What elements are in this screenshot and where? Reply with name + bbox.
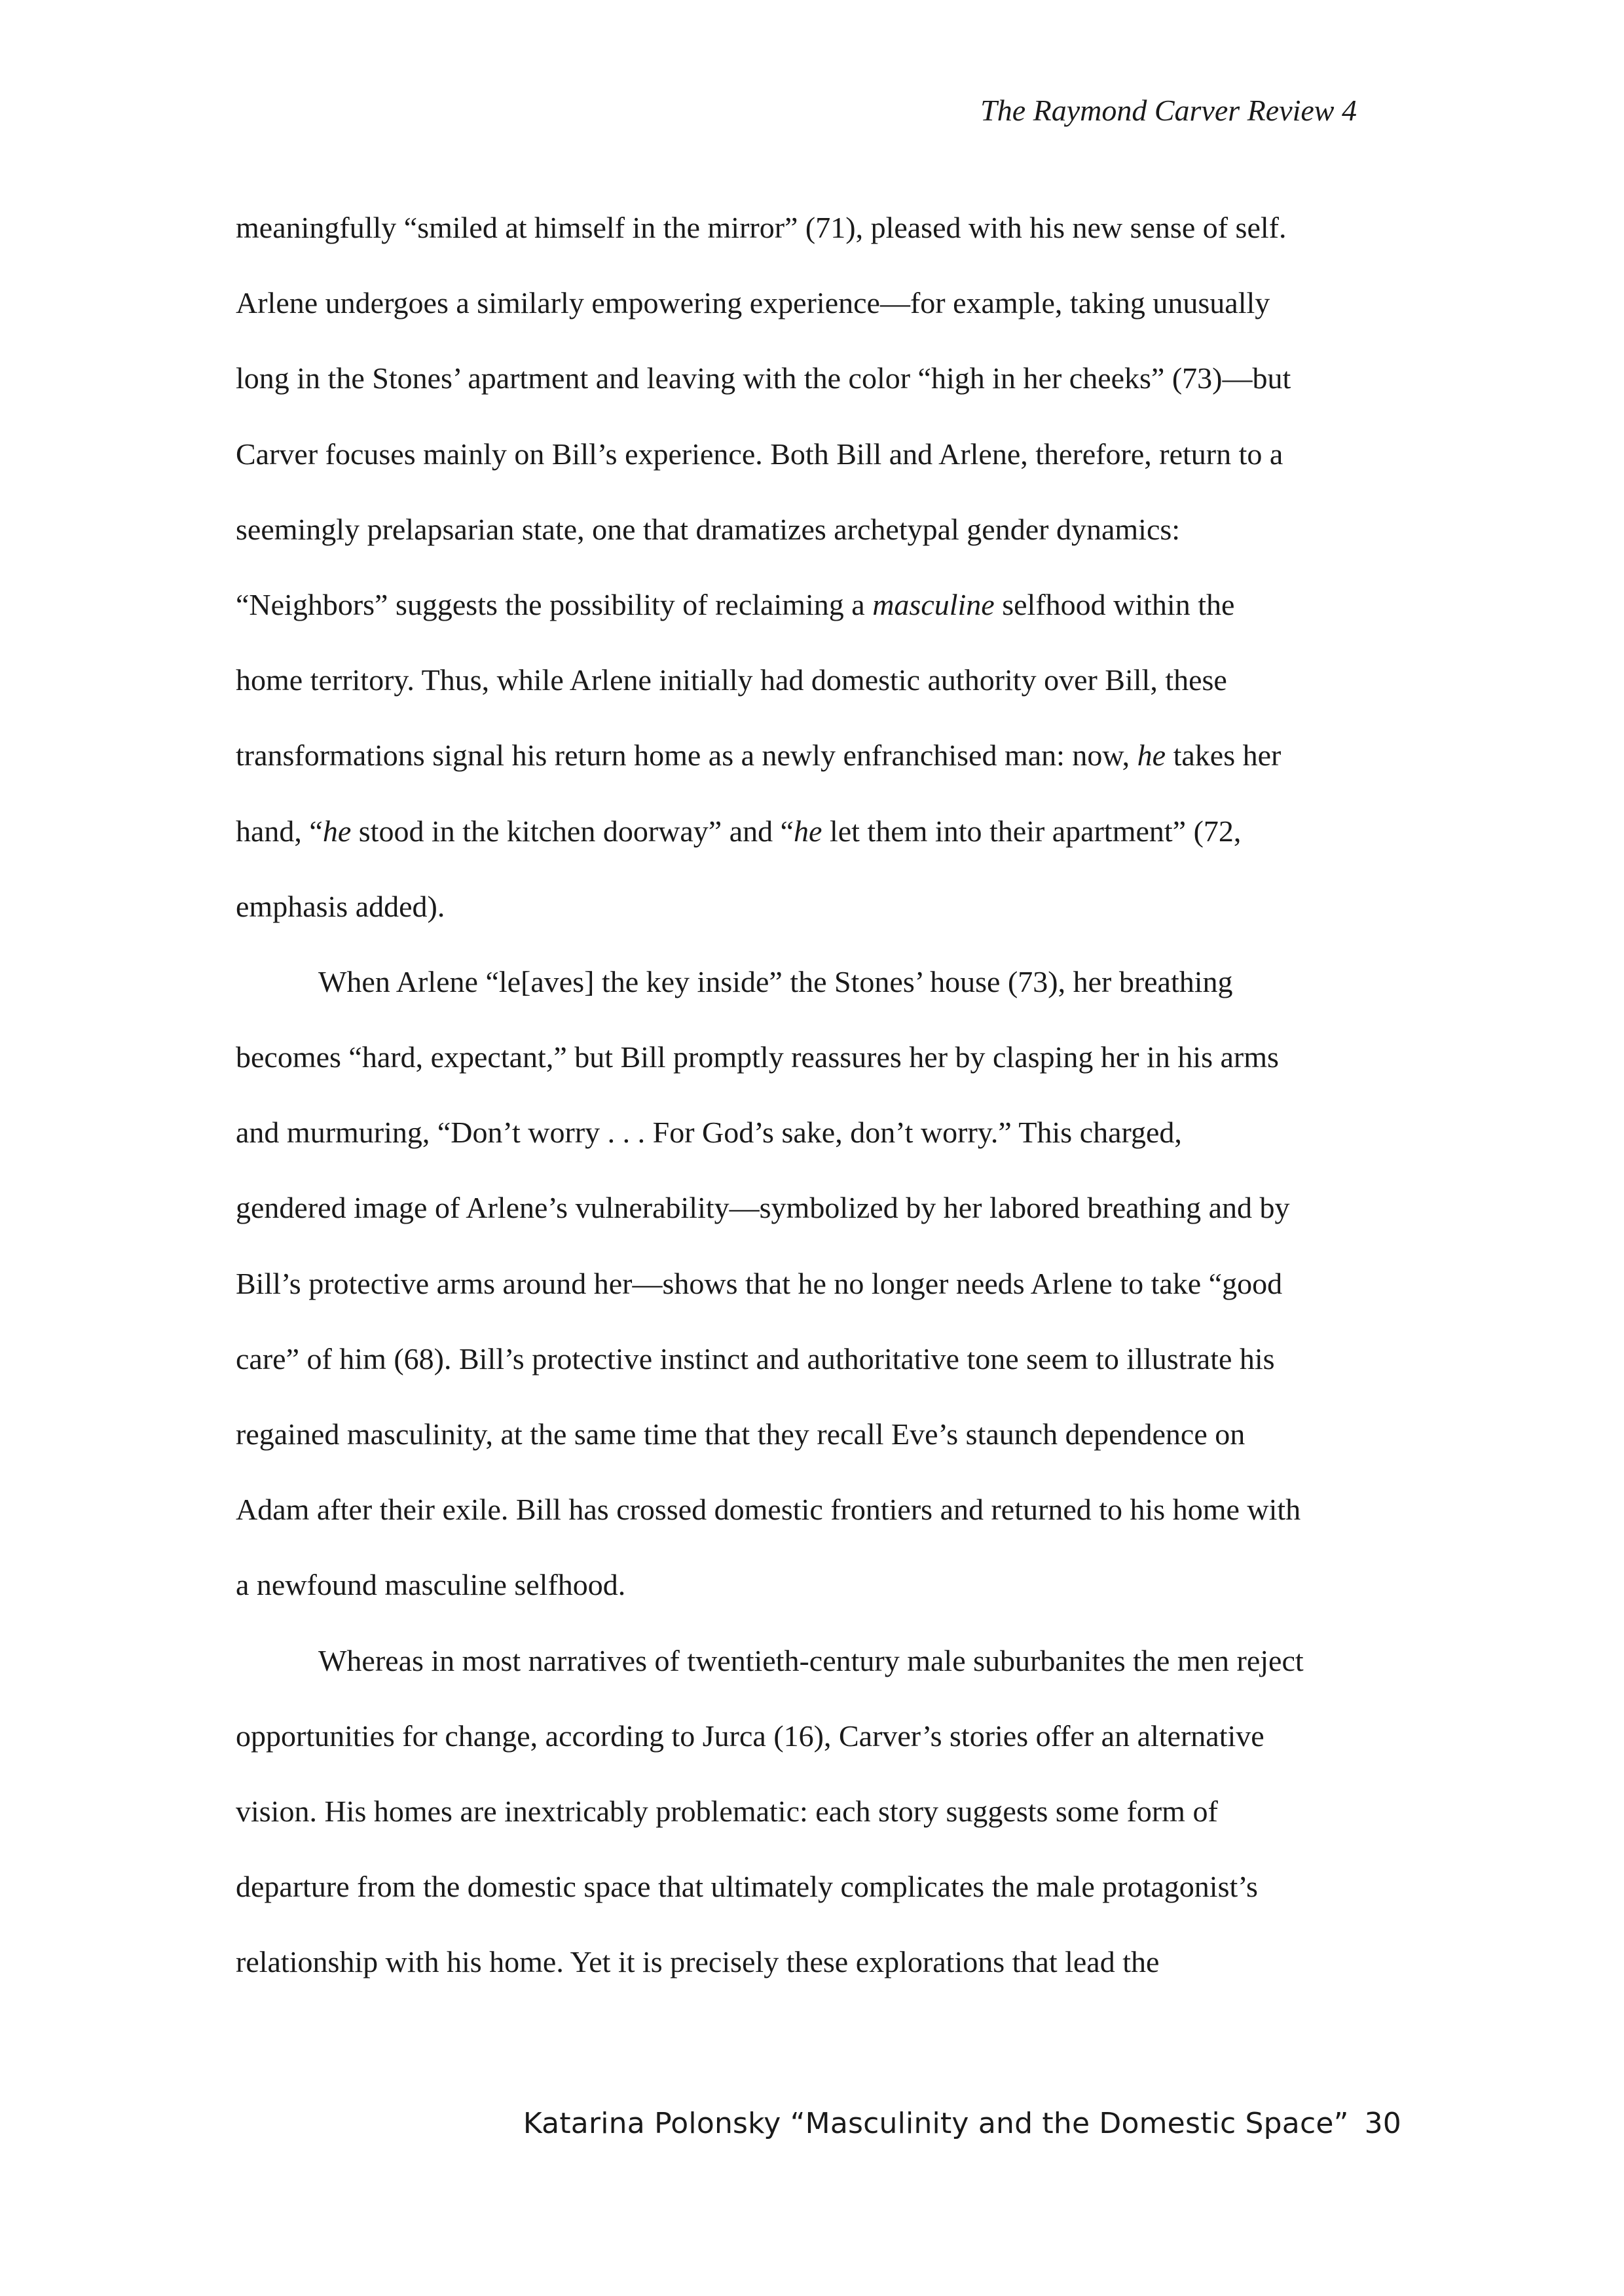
text-segment: takes her bbox=[1166, 738, 1282, 773]
text-line bbox=[236, 869, 1395, 944]
text-line bbox=[236, 1924, 1395, 1999]
text-segment: “Neighbors” suggests the possibility of reclaiming a bbox=[236, 587, 873, 621]
text-segment: relationship with his home. Yet it is precisely these explorations that lead the bbox=[236, 1945, 1160, 1979]
text-segment: vision. His homes are inextricably problematic: each story suggests some form of bbox=[236, 1794, 1218, 1828]
text-segment: and murmuring, “Don’t worry . . . For God’s sake, don’t worry.” This charged, bbox=[236, 1116, 1182, 1150]
text-line bbox=[236, 1170, 1395, 1245]
text-line bbox=[236, 190, 1395, 265]
text-segment: meaningfully “smiled at himself in the mirror” (71), pleased with his new sense of self. bbox=[236, 211, 1287, 244]
text-line bbox=[236, 1547, 1395, 1622]
text-line bbox=[236, 416, 1395, 492]
emphasized-text: masculine bbox=[872, 587, 995, 621]
paragraph-first-line bbox=[236, 1623, 1395, 1698]
text-segment: seemingly prelapsarian state, one that dramatizes archetypal gender dynamics: bbox=[236, 512, 1181, 546]
text-segment: Carver focuses mainly on Bill’s experience. Both Bill and Arlene, therefore, return to a bbox=[236, 437, 1283, 471]
text-segment: care” of him (68). Bill’s protective instinct and authoritative tone seem to illustrate his bbox=[236, 1341, 1275, 1376]
text-line bbox=[236, 1774, 1395, 1849]
text-segment: Bill’s protective arms around her—shows that he no longer needs Arlene to take “good bbox=[236, 1266, 1283, 1300]
text-line bbox=[236, 492, 1395, 567]
text-segment: a newfound masculine selfhood. bbox=[236, 1568, 626, 1602]
text-segment: selfhood within the bbox=[994, 587, 1235, 621]
text-segment: becomes “hard, expectant,” but Bill promptly reassures her by clasping her in his arms bbox=[236, 1040, 1279, 1074]
text-line bbox=[236, 1849, 1395, 1924]
text-segment: gendered image of Arlene’s vulnerability—symbolized by her labored breathing and by bbox=[236, 1191, 1290, 1225]
text-line bbox=[236, 1019, 1395, 1095]
emphasized-text: he bbox=[1137, 738, 1166, 773]
text-line bbox=[236, 642, 1395, 718]
text-line bbox=[236, 793, 1395, 869]
running-header: The Raymond Carver Review 4 bbox=[980, 94, 1357, 127]
footer-citation: Katarina Polonsky “Masculinity and the Domestic Space” bbox=[523, 2107, 1349, 2140]
text-line bbox=[236, 718, 1395, 793]
text-line bbox=[236, 1472, 1395, 1547]
text-segment: long in the Stones’ apartment and leaving with the color “high in her cheeks” (73)—but bbox=[236, 361, 1291, 395]
text-line bbox=[236, 265, 1395, 340]
emphasized-text: he bbox=[322, 814, 352, 848]
paragraph-first-line bbox=[236, 944, 1395, 1019]
emphasized-text: he bbox=[794, 814, 822, 848]
text-segment: opportunities for change, according to Jurca (16), Carver’s stories offer an alternative bbox=[236, 1719, 1264, 1753]
text-segment: home territory. Thus, while Arlene initially had domestic authority over Bill, these bbox=[236, 663, 1227, 697]
article-body bbox=[236, 190, 1395, 2000]
text-segment: let them into their apartment” (72, bbox=[822, 814, 1242, 848]
text-line bbox=[236, 1246, 1395, 1321]
text-segment: Adam after their exile. Bill has crossed domestic frontiers and returned to his home with bbox=[236, 1493, 1301, 1527]
text-line bbox=[236, 1321, 1395, 1396]
text-segment: When Arlene “le[aves] the key inside” the Stones’ house (73), her breathing bbox=[318, 964, 1233, 998]
text-segment: regained masculinity, at the same time that they recall Eve’s staunch dependence on bbox=[236, 1417, 1246, 1451]
text-line bbox=[236, 340, 1395, 416]
text-segment: emphasis added). bbox=[236, 889, 445, 923]
text-segment: hand, “ bbox=[236, 814, 323, 848]
text-line bbox=[236, 1698, 1395, 1774]
text-segment: Whereas in most narratives of twentieth-century male suburbanites the men reject bbox=[318, 1643, 1304, 1677]
page-footer bbox=[523, 2107, 1401, 2140]
text-line bbox=[236, 1095, 1395, 1170]
text-segment: Arlene undergoes a similarly empowering experience—for example, taking unusually bbox=[236, 286, 1270, 320]
text-line bbox=[236, 1396, 1395, 1472]
page-number: 30 bbox=[1364, 2107, 1401, 2140]
text-segment: transformations signal his return home as a newly enfranchised man: now, bbox=[236, 738, 1137, 773]
text-segment: departure from the domestic space that ultimately complicates the male protagonist’s bbox=[236, 1870, 1258, 1904]
text-line bbox=[236, 567, 1395, 642]
text-segment: stood in the kitchen doorway” and “ bbox=[351, 814, 794, 848]
